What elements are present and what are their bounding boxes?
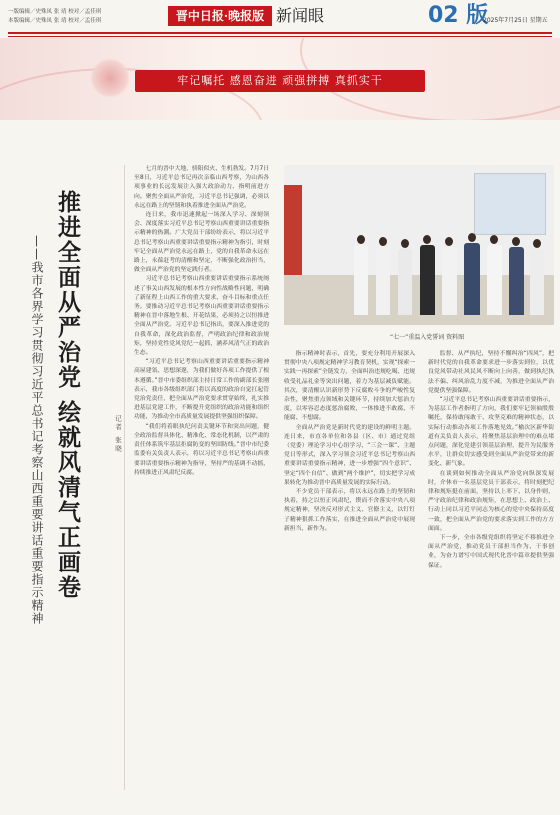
editor-line: 一版编辑／史殊凤 张 靖 校对／孟佳琪 [8,9,102,15]
article-column-1 [134,165,269,780]
newspaper-logo: 晋中日报·晚报版 [168,6,272,26]
slogan-banner [0,38,560,120]
editor-line: 本版编辑／史殊凤 张 靖 校对／孟佳琪 [8,18,102,24]
article-author: 记者 张晓 [114,415,122,454]
paragraph: 在谈到如何推动全面从严治党向纵深发展时，介休市一名基层党员干部表示，将时刻把纪律和规矩挺在前面，坚持以上率下、以身作则，严守政治纪律和政治规矩，在思想上、政治上、行动上同以习近平同志为核心的党中央保持高度一致，把全面从严治党的要求落实到工作的方方面面。 [428,470,554,532]
editor-credits [8,8,101,26]
news-photo [284,165,554,325]
publish-date: 2025年7月25日 星期五 [483,17,548,24]
paragraph: 全面从严治党是新时代党的建设的鲜明主题。连日来，市直各单位和各县（区、市）通过党组（党委）理论学习中心组学习、“三会一课”、主题党日等形式，深入学习领会习近平总书记考察山西重要讲话重要指示精神，进一步增强“四个意识”、坚定“四个自信”、做到“两个维护”，切实把学习成果转化为推动晋中高质量发展的实际行动。 [284,424,415,486]
photo-person-head [445,237,453,246]
article-column-2 [284,350,415,780]
photo-person [487,245,502,315]
section-name: 新闻眼 [276,6,325,25]
photo-person-head [423,235,431,244]
paragraph: “习近平总书记考察山西重要讲话重要指示精神高屋建瓴、思想深邃，为我们做好各项工作提供了根本遵循。”晋中市委组织部主持日常工作的副部长张刚表示，我市各级组织部门将以高度的政治自觉扛起管党治党责任，把全面从严治党要求贯穿始终，扎实推进基层党建工作，不断提升党组织的政治功能和组织功能，为推动全市高质量发展提供坚强组织保障。 [134,359,269,421]
photo-person [530,249,544,315]
paragraph: “习近平总书记考察山西重要讲话重要指示，为基层工作者指明了方向，我们要牢记领袖殷殷嘱托，保持敢闯敢干、攻坚克难的精神状态，以实际行动推动各项工作落地见效。”榆次区新华街道有关负责人表示，将聚焦基层治理中的难点堵点问题，深化党建引领基层治理，提升为民服务水平，让群众切实感受到全面从严治党带来的新变化、新气象。 [428,397,554,468]
photo-display-board [474,173,546,235]
column-divider [124,165,125,790]
paragraph: “我们将着眼执纪问责关键环节和突出问题，健全政治监督具体化、精准化、常态化机制，以严肃的责任体系筑牢基层拒腐防变的坚固防线。”晋中市纪委监委有关负责人表示，将以习近平总书记考察山西重要讲话重要指示精神为指导，坚持严的基调不动摇，持续推进正风肃纪反腐。 [134,423,269,476]
paragraph: 下一步，全市各级党组织将坚定不移推进全面从严治党，推动党员干部担当作为、干事创业，为奋力谱写中国式现代化晋中篇章提供坚强保证。 [428,535,554,569]
article-subtitle: ——我市各界学习贯彻习近平总书记考察山西重要讲话重要指示精神 [30,235,44,625]
masthead-rule-thin [8,36,552,37]
photo-person-head [512,237,520,246]
paragraph: 七月的晋中大地，骄阳似火、生机勃发。7月7日至8日，习近平总书记再次亲临山西考察，为山西各项事业的长远发展注入强大政治动力、指明前进方向。聚焦全面从严治党，习近平总书记强调，必须以永远在路上的坚韧和执着推进全面从严治党。 [134,166,269,209]
flower-icon [90,58,130,98]
photo-person [354,245,368,315]
masthead-rule [8,32,552,34]
article-column-3 [428,350,554,780]
paragraph: 连日来，我市迅速掀起一场深入学习、深刻领会、深度落实习近平总书记考察山西重要讲话重要指示精神的热潮。广大党员干部纷纷表示，将以习近平总书记考察山西重要讲话重要指示精神为指引，时刻牢记全面从严治党永远在路上，党的自我革命永远在路上，永葆赶考的清醒和坚定，不断强化政治担当，做全面从严治党的坚定践行者。 [134,212,269,274]
paragraph: 习近平总书记考察山西重要讲话重要指示系统阐述了事关山西发展的根本性方向性战略性问题，明确了新征程上山西工作的重大要求、奋斗目标和重点任务。要推动习近平总书记考察山西重要讲话重要指示精神在晋中落地生根、开花结果，必须持之以恒推进全面从严治党。习近平总书记指出，要深入推进党的自我革命，深化政治监督，严明政治纪律和政治规矩，坚持党性党风党纪一起抓，涵养风清气正的政治生态。 [134,276,269,357]
edition-number: 02 版 [428,3,489,28]
photo-person [398,249,412,315]
photo-person-head [357,235,365,244]
paragraph: 监督、从严执纪，坚持不懈纠治“四风”，把新时代党的自我革命要求进一步落实到位，以优良党风带动社风民风不断向上向善，做到执纪执法不偏、纠风治乱力度不减，为推进全面从严治党提供坚强保障。 [428,351,554,394]
photo-person [442,247,457,315]
photo-person-head [379,237,387,246]
photo-person-head [533,239,541,248]
banner-slogan: 牢记嘱托 感恩奋进 顽强拼搏 真抓实干 [135,70,425,92]
paragraph: 不少党员干部表示，将以永远在路上的坚韧和执着，持之以恒正风肃纪，锲而不舍落实中央八项规定精神，坚决反对形式主义、官僚主义，以钉钉子精神狠抓工作落实，在推进全面从严治党中展现新担当、新作为。 [284,489,415,532]
article-title: 推进全面从严治党 绘就风清气正画卷 [54,190,81,601]
photo-person-head [401,239,409,248]
photo-person [420,245,435,315]
photo-person-head [490,235,498,244]
photo-person [509,247,524,315]
photo-caption: “七一”重温入党誓词 资料图 [390,334,465,341]
photo-person-head [468,233,476,242]
photo-red-panel [284,185,302,275]
photo-person [376,247,390,315]
photo-person [464,243,480,315]
paragraph: 指示精神时表示，首先，要充分利用开展深入贯彻中央八项规定精神学习教育契机，实现“探索一实践一再探索”全链发力，全面纠治违规吃喝、违规收受礼品礼金等突出问题，着力为基层减负赋能。其次，要清醒认识新形势下反腐败斗争的严峻性复杂性，聚焦重点领域和关键环节，持续加大惩治力度，以零容忍态度惩治腐败，一体推进不敢腐、不能腐、不想腐。 [284,351,415,422]
